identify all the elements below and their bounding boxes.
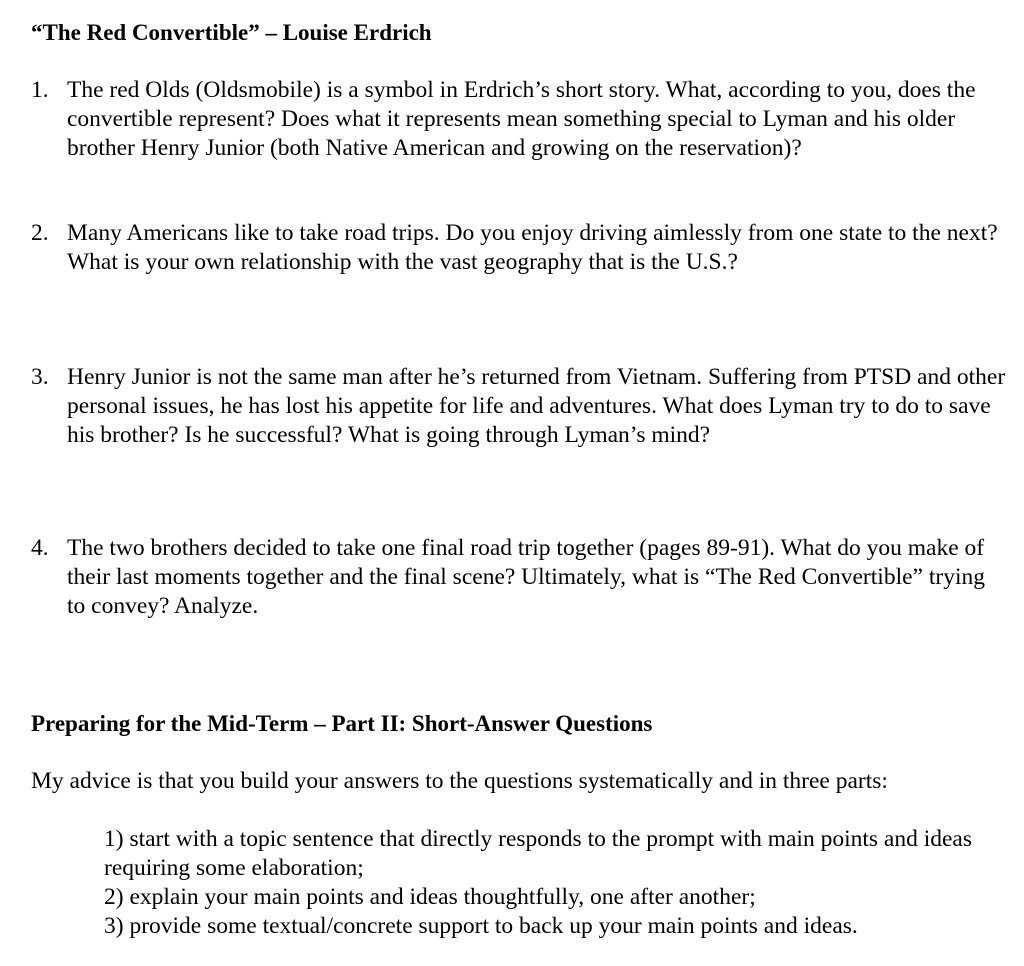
section-heading: Preparing for the Mid-Term – Part II: Short-Answer Questions — [31, 711, 653, 736]
question-text: The two brothers decided to take one final road trip together (pages 89-91). What do you make of their last moments together and the final scene? Ultimately, what is “The Red Convertible” trying to convey? Analyze. — [67, 535, 985, 619]
question-item-1 — [31, 76, 1006, 163]
question-text: Many Americans like to take road trips. Do you enjoy driving aimlessly from one state to the next? What is your own relationship with the vast geography that is the U.S.? — [67, 220, 998, 275]
question-item-3 — [31, 363, 1006, 450]
advice-step-3: 3) provide some textual/concrete support to back up your main points and ideas. — [104, 913, 858, 939]
question-text: Henry Junior is not the same man after he’s returned from Vietnam. Suffering from PTSD and other personal issues, he has lost his appetite for life and adventures. What does Lyman try to do to save his brother? Is he successful? What is going through Lyman’s mind? — [67, 364, 1006, 448]
question-number: 4. — [31, 535, 49, 561]
document-title: “The Red Convertible” – Louise Erdrich — [31, 20, 432, 45]
question-number: 1. — [31, 77, 49, 103]
question-text: The red Olds (Oldsmobile) is a symbol in Erdrich’s short story. What, according to you, does the convertible represent? Does what it represents mean something special to Lyman and his older brother Henry Junior (both Native American and growing on the reservation)? — [67, 77, 976, 161]
question-item-2 — [31, 219, 1006, 277]
advice-step-1: 1) start with a topic sentence that directly responds to the prompt with main points and ideas requiring some elaboration; — [104, 826, 972, 881]
advice-step-2: 2) explain your main points and ideas thoughtfully, one after another; — [104, 884, 756, 910]
question-number: 2. — [31, 220, 49, 246]
question-number: 3. — [31, 364, 49, 390]
advice-steps-list — [104, 825, 984, 941]
advice-intro: My advice is that you build your answers to the questions systematically and in three parts: — [31, 768, 888, 794]
question-item-4 — [31, 534, 1006, 621]
